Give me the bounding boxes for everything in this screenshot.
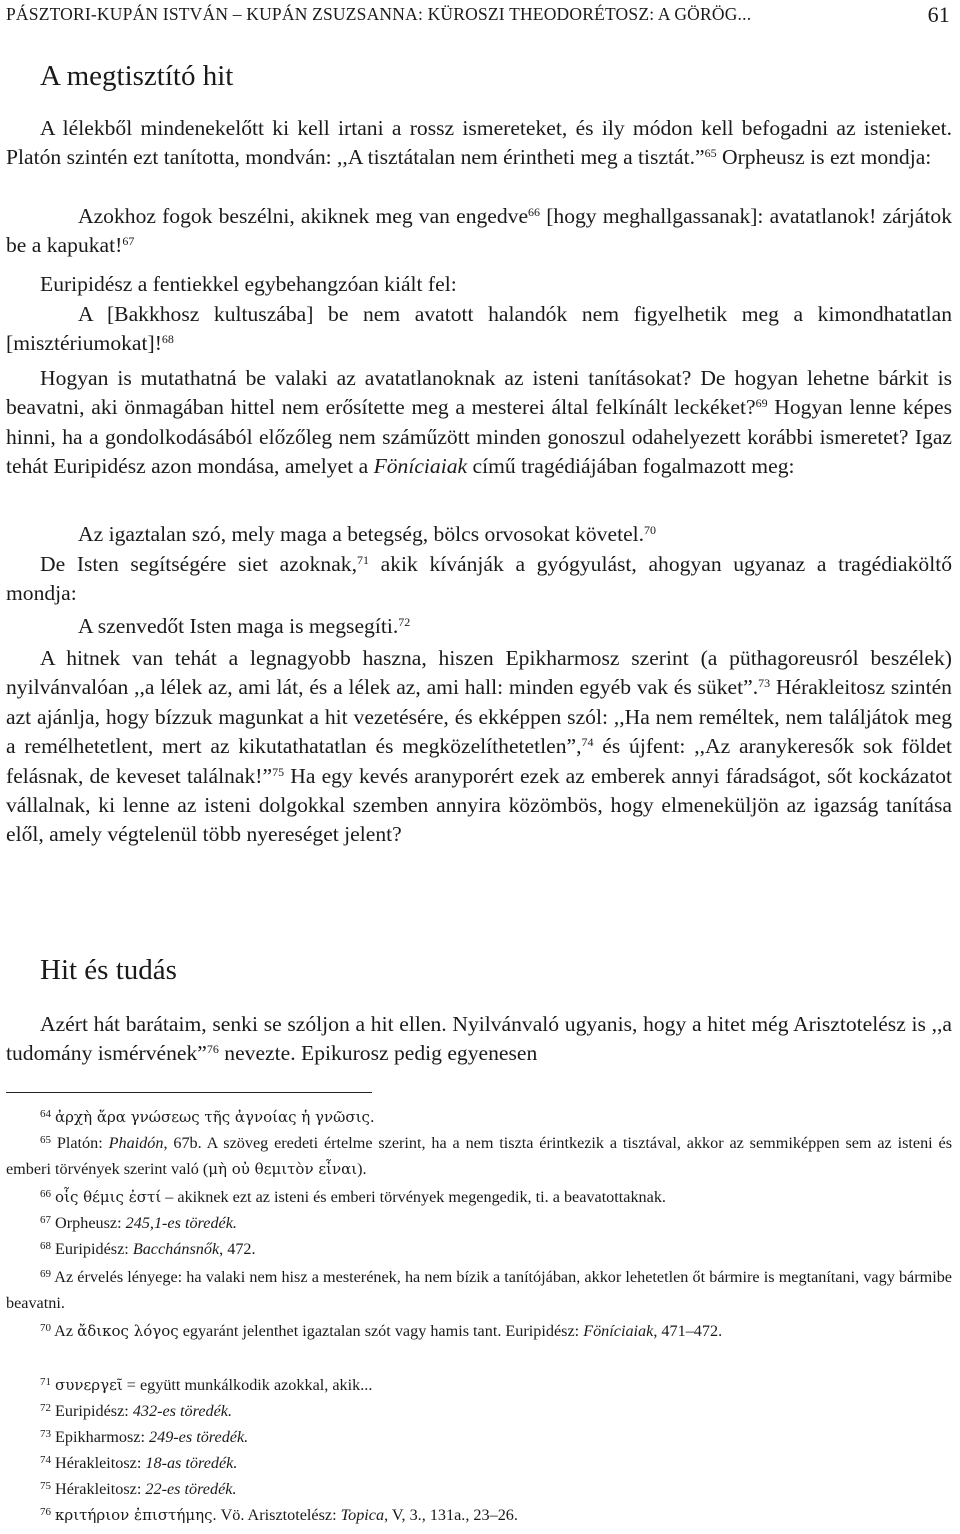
footnote-65: $^{65}$ Platón: Phaidón, 67b. A szöveg eredeti értelme szerint, ha a nem tiszta érintkezik a tisztával, akkor az semmiképpen sem az isteni és emberi törvények szerint való (μὴ οὐ θεμιτὸν εἶναι). [6,1134,953,1178]
footnote-ref: 65 [704,146,717,161]
footnote-ref: 75 [272,764,285,779]
footnote-74: $^{74}$ Hérakleitosz: 18-as töredék. [40,1454,238,1472]
quotation: Azokhoz fogok beszélni, akiknek meg van engedve$^{66}$ [hogy meghallgassanak]: avatatlanok! zárjátok be a kapukat!$^{67}$ [6,204,952,258]
quotation: Az igaztalan szó, mely maga a betegség, bölcs orvosokat követel.$^{70}$ [78,522,657,546]
paragraph: A lélekből mindenekelőtt ki kell irtani a rossz ismereteket, és ily módon kell befogadni az istenieket. Platón szintén ezt tanította, mondván: ,,A tisztátalan nem érintheti meg a tisztát.”$^{65}$ Orpheusz is ezt mondja: [6,116,952,170]
section-heading-hit-es-tudas: Hit és tudás [40,954,177,986]
footnote-ref: 73 [758,676,771,691]
footnote-ref: 71 [356,553,369,567]
running-header [6,4,954,25]
footnote-ref: 67 [122,234,135,249]
footnote-71: $^{71}$ συνεργεῖ = együtt munkálkodik azokkal, akik... [40,1376,373,1394]
section-heading-megtisztito-hit: A megtisztító hit [40,60,234,92]
footnote-73: $^{73}$ Epikharmosz: 249-es töredék. [40,1428,249,1446]
quotation: A [Bakkhosz kultuszába] be nem avatott halandók nem figyelhetik meg a kimondhatatlan [misztériumokat]!$^{68}$ [6,302,952,356]
footnote-ref: 69 [755,396,768,411]
footnote-ref: 70 [644,523,657,537]
footnote-ref: 76 [206,1042,219,1057]
footnote-66: $^{66}$ οἷς θέμις ἐστί – akiknek ezt az isteni és emberi törvények megengedik, ti. a beavatottaknak. [40,1188,666,1206]
footnote-separator [6,1092,372,1093]
footnote-ref: 72 [398,615,411,629]
footnote-75: $^{75}$ Hérakleitosz: 22-es töredék. [40,1480,237,1498]
page-number: 61 [927,2,950,27]
footnote-ref: 74 [581,735,594,750]
paragraph: De Isten segítségére siet azoknak,$^{71}$ akik kívánják a gyógyulást, ahogyan ugyanaz a tragédiaköltő mondja: [6,552,952,606]
paragraph: Azért hát barátaim, senki se szóljon a hit ellen. Nyilvánvaló ugyanis, hogy a hitet még Arisztotelész is ,,a tudomány ismérvének”$^{76}$ nevezte. Epikurosz pedig egyenesen [6,1012,952,1066]
paragraph: Hogyan is mutathatná be valaki az avatatlanoknak az isteni tanításokat? De hogyan lehetne bárkit is beavatni, aki önmagában hittel nem erősítette meg a mesterei által felkínált leckéket?$^{69}$ Hogyan lenne képes hinni, ha a gondolkodásából előzőleg nem száműzött minden gonoszul odahelyezett korábbi ismeretet? Igaz tehát Euripidész azon mondása, amelyet a Föníciaiak című tragédiájában fogalmazott meg: [6,366,952,479]
footnote-ref: 66 [528,205,541,219]
footnote-67: $^{67}$ Orpheusz: 245,1-es töredék. [40,1214,237,1232]
footnote-70: $^{70}$ Az ἄδικος λόγος egyaránt jelenthet igaztalan szót vagy hamis tant. Euripidész: Föníciaiak, 471–472. [40,1322,723,1340]
footnote-68: $^{68}$ Euripidész: Bacchánsnők, 472. [40,1240,256,1258]
footnote-ref: 68 [161,332,174,347]
paragraph: Euripidész a fentiekkel egybehangzóan kiált fel: [40,272,457,296]
footnote-69: $^{69}$ Az érvelés lényege: ha valaki nem hisz a mesterének, ha nem bízik a tanítójában, akkor lehetetlen őt bármire is megtanítani, vagy bármibe beavatni. [6,1268,952,1312]
running-title: PÁSZTORI-KUPÁN ISTVÁN – KUPÁN ZSUZSANNA: KÜROSZI THEODORÉTOSZ: A GÖRÖG... [6,4,752,24]
footnote-72: $^{72}$ Euripidész: 432-es töredék. [40,1402,233,1420]
quotation: A szenvedőt Isten maga is megsegíti.$^{72}$ [78,614,411,638]
footnote-64: $^{64}$ ἀρχὴ ἄρα γνώσεως τῆς ἀγνοίας ἡ γνῶσις. [40,1108,375,1126]
paragraph: A hitnek van tehát a legnagyobb haszna, hiszen Epikharmosz szerint (a püthagoreusról beszélek) nyilvánvalóan ,,a lélek az, ami lát, és a lélek az, ami hall: minden egyéb vak és süket”.$^{73}$ Hérakleitosz szintén azt ajánlja, hogy bízzuk magunkat a hit vezetésére, és ekképpen szól: ,,Ha nem reméltek, nem találjátok meg a remélhetetlent, mert az kikutathatatlan és megközelíthetetlen”,$^{74}$ és újfent: ,,Az aranykeresők sok földet felásnak, de keveset találnak!”$^{75}$ Ha egy kevés aranyporért ezek az emberek annyi fáradságot, sőt kockázatot vállalnak, ki lenne az isteni dolgokkal szemben annyira közömbös, hogy elmeneküljön az igazság tanítása elől, amely végtelenül több nyereséget jelent? [6,646,952,847]
work-title: Föníciaiak [373,454,468,479]
footnote-76: $^{76}$ κριτήριον ἐπιστήμης. Vö. Arisztotelész: Topica, V, 3., 131a., 23–26. [40,1506,518,1524]
